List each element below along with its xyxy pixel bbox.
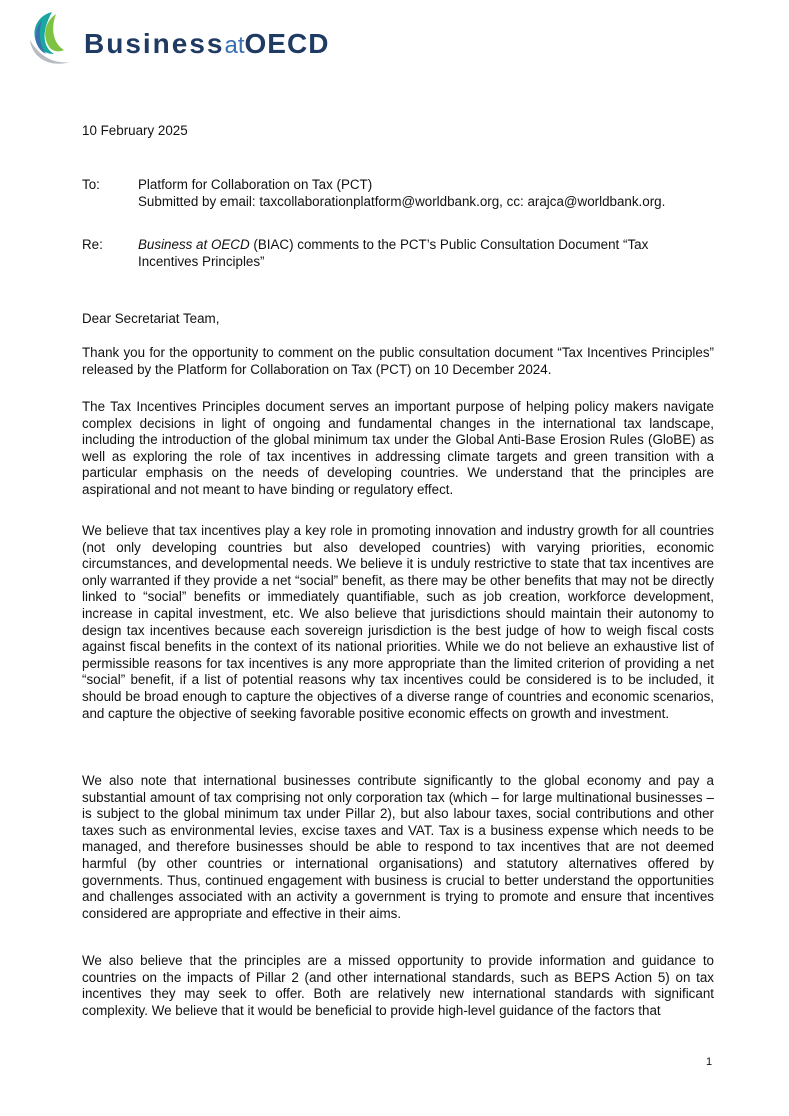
page-number: 1 bbox=[706, 1056, 713, 1068]
body-paragraph-2: The Tax Incentives Principles document serves an important purpose of helping policy makers navigate complex decisions in light of ongoing and fundamental changes in the international tax landscape, including the introduction of the global minimum tax under the Global Anti-Base Erosion Rules (GloBE) as well as exploring the role of tax incentives in addressing climate targets and green transition with a particular emphasis on the needs of developing countries. We understand that the principles are aspirational and not meant to have binding or regulatory effect. bbox=[82, 399, 714, 497]
re-subject bbox=[138, 237, 698, 270]
to-recipient-name: Platform for Collaboration on Tax (PCT) bbox=[138, 177, 373, 192]
re-subject-org: Business at OECD bbox=[138, 237, 250, 252]
logo-word-business: Business bbox=[84, 28, 225, 59]
business-at-oecd-logo bbox=[26, 10, 386, 70]
swoosh-logo-icon bbox=[26, 10, 78, 68]
re-label: Re: bbox=[82, 237, 103, 252]
logo-wordmark bbox=[84, 28, 329, 62]
logo-word-oecd: OECD bbox=[244, 28, 330, 59]
body-paragraph-5: We also believe that the principles are a missed opportunity to provide information and guidance to countries on the impacts of Pillar 2 (and other international standards, such as BEPS Action 5) on tax incentives they may seek to offer. Both are relatively new international standards with significant complexity. We believe that it would be beneficial to provide high-level guidance of the factors that bbox=[82, 953, 714, 1018]
to-submission-line: Submitted by email: taxcollaborationplatform@worldbank.org, cc: arajca@worldbank.org. bbox=[138, 193, 666, 209]
body-paragraph-1: Thank you for the opportunity to comment on the public consultation document “Tax Incentives Principles” released by the Platform for Collaboration on Tax (PCT) on 10 December 2024. bbox=[82, 345, 714, 377]
to-recipient bbox=[138, 177, 698, 210]
body-paragraph-4: We also note that international businesses contribute significantly to the global economy and pay a substantial amount of tax comprising not only corporation tax (which – for large multinational businesses – is subject to the global minimum tax under Pillar 2), but also labour taxes, social contributions and other taxes such as environmental levies, excise taxes and VAT. Tax is a business expense which needs to be managed, and therefore businesses should be able to respond to tax incentives that are not deemed harmful (by other countries or international organisations) and statutory alternatives offered by governments. Thus, continued engagement with business is crucial to better understand the opportunities and challenges associated with an activity a government is trying to promote and ensure that incentives considered are appropriate and effective in their aims. bbox=[82, 773, 714, 921]
body-paragraph-3: We believe that tax incentives play a key role in promoting innovation and industry growth for all countries (not only developing countries but also developed countries) with varying priorities, economic circumstances, and developmental needs. We believe it is unduly restrictive to state that tax incentives are only warranted if they provide a net “social” benefit, as there may be other benefits that may not be directly linked to “social” benefits or immediately quantifiable, such as job creation, workforce development, increase in capital investment, etc. We also believe that jurisdictions should maintain their autonomy to design tax incentives because each sovereign jurisdiction is the best judge of how to weigh fiscal costs against fiscal benefits in the context of its national priorities. While we do not believe an exhaustive list of permissible reasons for tax incentives is any more appropriate than the limited criterion of providing a net “social” benefit, if a list of potential reasons why tax incentives could be considered is to be included, it should be broad enough to capture the objectives of a diverse range of countries and economic scenarios, and capture the objective of seeking favorable positive economic effects on growth and investment. bbox=[82, 523, 714, 721]
re-subject-rest: (BIAC) comments to the PCT’s Public Consultation Document “Tax Incentives Principles” bbox=[138, 237, 649, 269]
to-label: To: bbox=[82, 177, 100, 192]
logo-word-at: at bbox=[224, 32, 245, 59]
salutation: Dear Secretariat Team, bbox=[82, 311, 220, 326]
letter-date: 10 February 2025 bbox=[82, 123, 188, 138]
